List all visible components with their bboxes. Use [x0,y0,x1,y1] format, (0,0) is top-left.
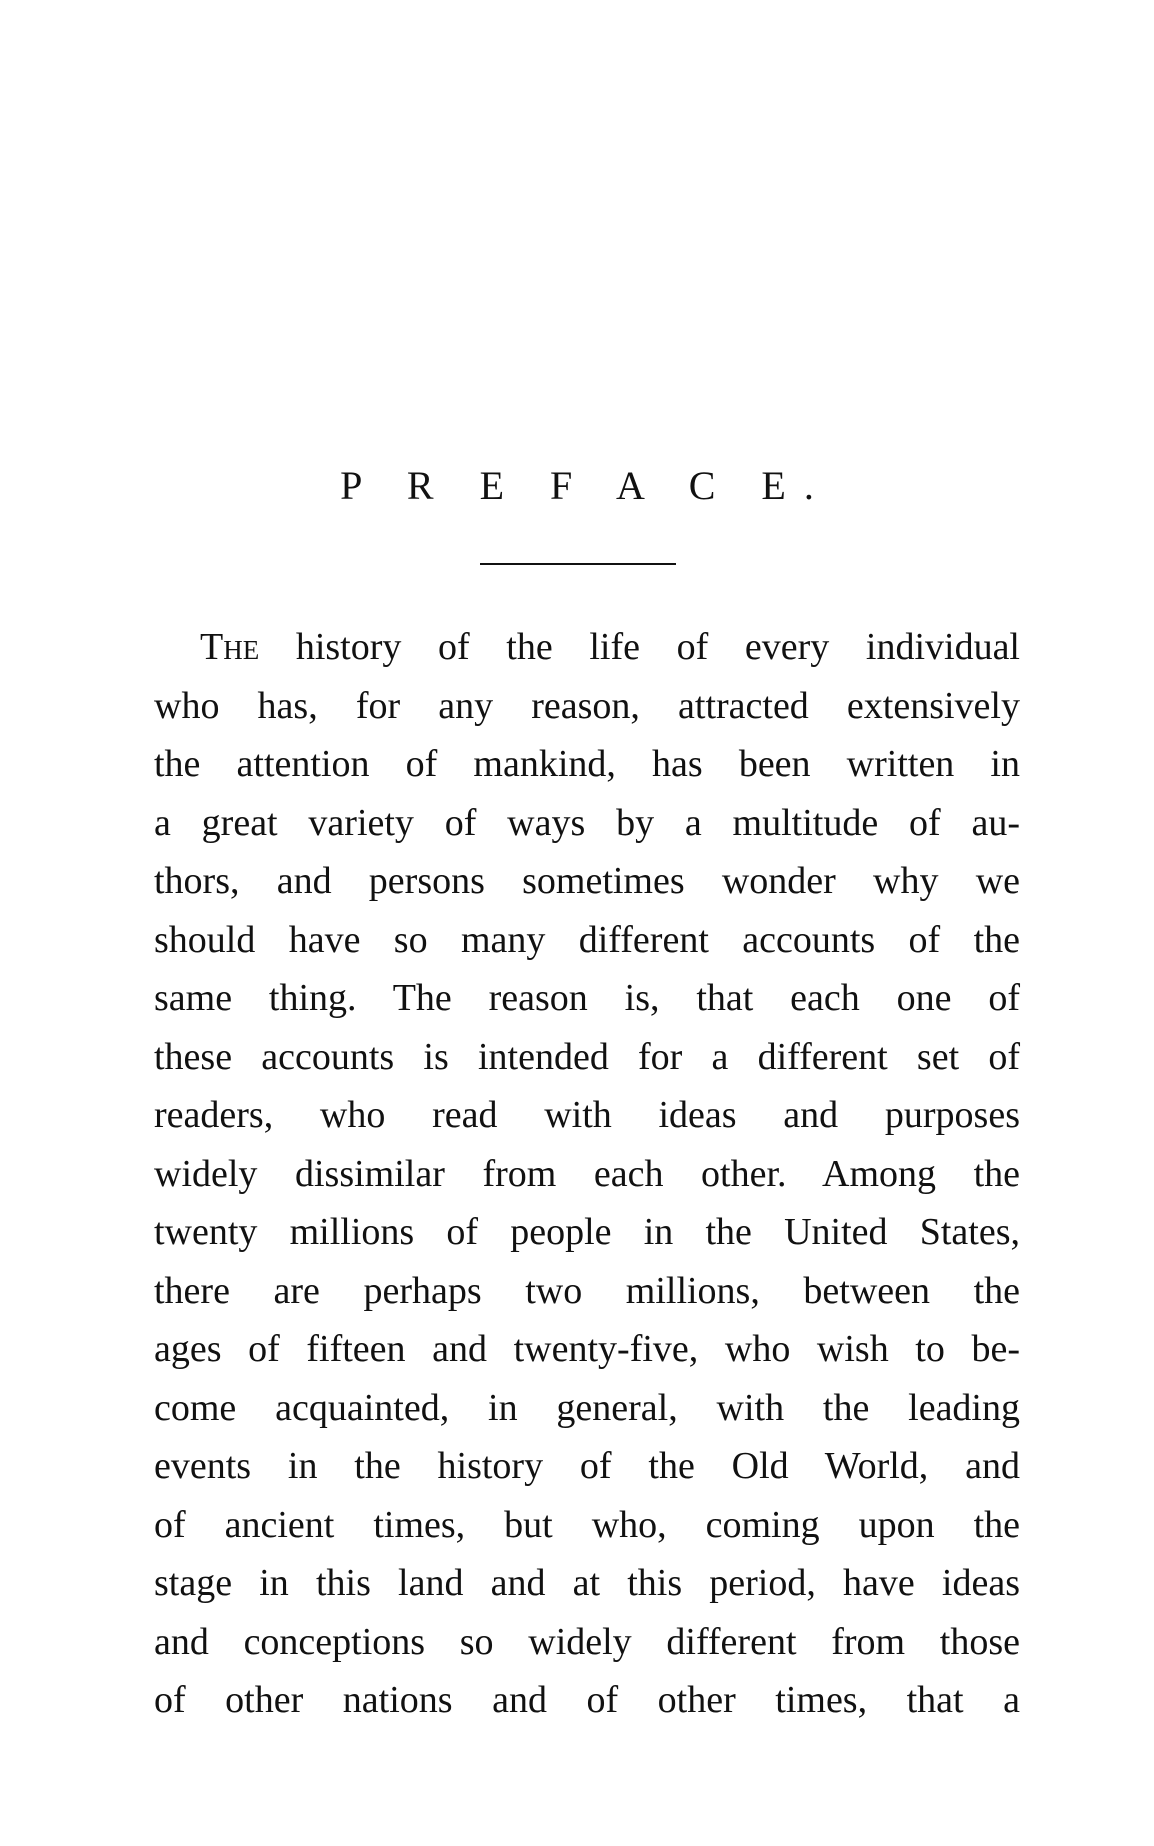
line-text: history of the life of every individual [259,626,1020,668]
first-word: The [200,626,260,668]
text-line: ages of fifteen and twenty-five, who wish to be- [154,1328,1020,1370]
heading-divider [480,563,676,565]
preface-text [154,618,1020,1730]
page-heading: P R E F A C E. [340,463,832,508]
text-line: the attention of mankind, has been written in [154,743,1020,785]
text-line: a great variety of ways by a multitude of au- [154,801,1020,844]
text-line: events in the history of the Old World, and [154,1445,1020,1487]
text-line [154,618,1020,677]
text-line: widely dissimilar from each other. Among the [154,1152,1020,1195]
text-line: come acquainted, in general, with the leading [154,1386,1020,1429]
text-line: same thing. The reason is, that each one of [154,977,1020,1019]
text-line: there are perhaps two millions, between the [154,1269,1020,1312]
text-line: thors, and persons sometimes wonder why we [154,860,1020,902]
text-line: stage in this land and at this period, have ideas [154,1562,1020,1604]
text-line: these accounts is intended for a different set of [154,1035,1020,1078]
text-line: twenty millions of people in the United States, [154,1211,1020,1253]
text-line: who has, for any reason, attracted extensively [154,684,1020,727]
text-line: of ancient times, but who, coming upon the [154,1503,1020,1546]
text-line: should have so many different accounts of the [154,918,1020,961]
text-line: and conceptions so widely different from those [154,1620,1020,1663]
text-line: readers, who read with ideas and purposes [154,1094,1020,1136]
text-line: of other nations and of other times, that a [154,1679,1020,1721]
